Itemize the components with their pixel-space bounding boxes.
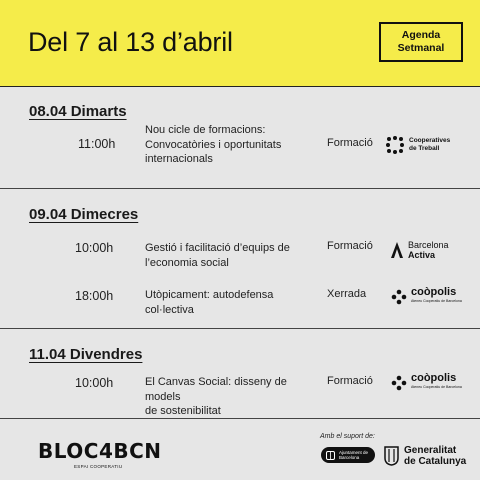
generalitat-text: de Catalunya: [404, 456, 467, 467]
logo-text: de Treball: [409, 145, 440, 152]
day-section-tuesday: [0, 86, 480, 189]
support-text: Amb el suport de:: [320, 433, 375, 440]
bloc4bcn-subtitle: ESPAI COOPERATIU: [74, 464, 123, 469]
coop-treball-icon: [385, 135, 405, 155]
event-time: 18:00h: [75, 289, 114, 303]
event-description-line: l’economia social: [145, 256, 229, 269]
event-description-line: internacionals: [145, 153, 213, 165]
day-title: 08.04 Dimarts: [29, 103, 127, 120]
coop-treball-logo: [385, 135, 450, 155]
coopolis-icon: [391, 289, 407, 305]
badge-line-2: Setmanal: [397, 42, 445, 54]
ajuntament-logo: [321, 447, 375, 463]
bloc4bcn-logo: BLOC4BCN: [38, 439, 162, 463]
event-description-line: Nou cicle de formacions:: [145, 124, 266, 136]
coopolis-logo: [391, 374, 462, 392]
event-time: 11:00h: [78, 137, 116, 151]
event-description-line: Convocatòries i oportunitats: [145, 138, 282, 151]
logo-text: coòpolis: [411, 372, 457, 384]
day-section-friday: [0, 329, 480, 419]
logo-text: Ateneu Cooperatiu de Barcelona: [411, 385, 462, 389]
event-description[interactable]: [145, 288, 315, 317]
logo-text: Ateneu Cooperatiu de Barcelona: [411, 299, 462, 303]
event-description[interactable]: [145, 241, 320, 270]
event-type: Formació: [327, 375, 373, 387]
event-description-line: de sostenibilitat: [145, 405, 221, 417]
generalitat-text: Generalitat: [404, 445, 457, 456]
event-type: Formació: [327, 240, 373, 252]
generalitat-shield-icon: [384, 446, 399, 466]
coopolis-icon: [391, 375, 407, 391]
event-description[interactable]: [145, 123, 315, 167]
event-type: Xerrada: [327, 288, 367, 300]
coopolis-logo: [391, 288, 462, 306]
page-title: Del 7 al 13 d’abril: [28, 27, 233, 57]
agenda-badge: [379, 22, 463, 62]
day-section-wednesday: [0, 189, 480, 329]
event-description-line: El Canvas Social: disseny de models: [145, 376, 287, 403]
event-description-line: col·lectiva: [145, 303, 194, 316]
logo-text: Barcelona: [408, 240, 449, 250]
logo-text: Cooperatives: [409, 137, 451, 144]
footer: [0, 419, 480, 480]
logo-text: Activa: [408, 250, 436, 260]
badge-line-1: Agenda: [401, 29, 441, 41]
event-time: 10:00h: [75, 376, 114, 390]
generalitat-logo: [384, 445, 466, 467]
header-banner: [0, 0, 480, 87]
ajuntament-text: Barcelona: [339, 455, 360, 460]
barcelona-activa-icon: [390, 241, 404, 259]
logo-text: coòpolis: [411, 286, 457, 298]
ajuntament-shield-icon: [326, 451, 335, 460]
event-description-line: Gestió i facilitació d’equips de: [145, 242, 290, 254]
day-title: 09.04 Dimecres: [29, 206, 139, 223]
ajuntament-text: Ajuntament de: [339, 449, 369, 455]
barcelona-activa-logo: [390, 240, 449, 260]
day-title: 11.04 Divendres: [29, 346, 143, 363]
event-description-line: Utòpicament: autodefensa: [145, 289, 274, 301]
event-type: Formació: [327, 137, 373, 149]
event-time: 10:00h: [75, 241, 114, 255]
event-description[interactable]: [145, 375, 325, 419]
